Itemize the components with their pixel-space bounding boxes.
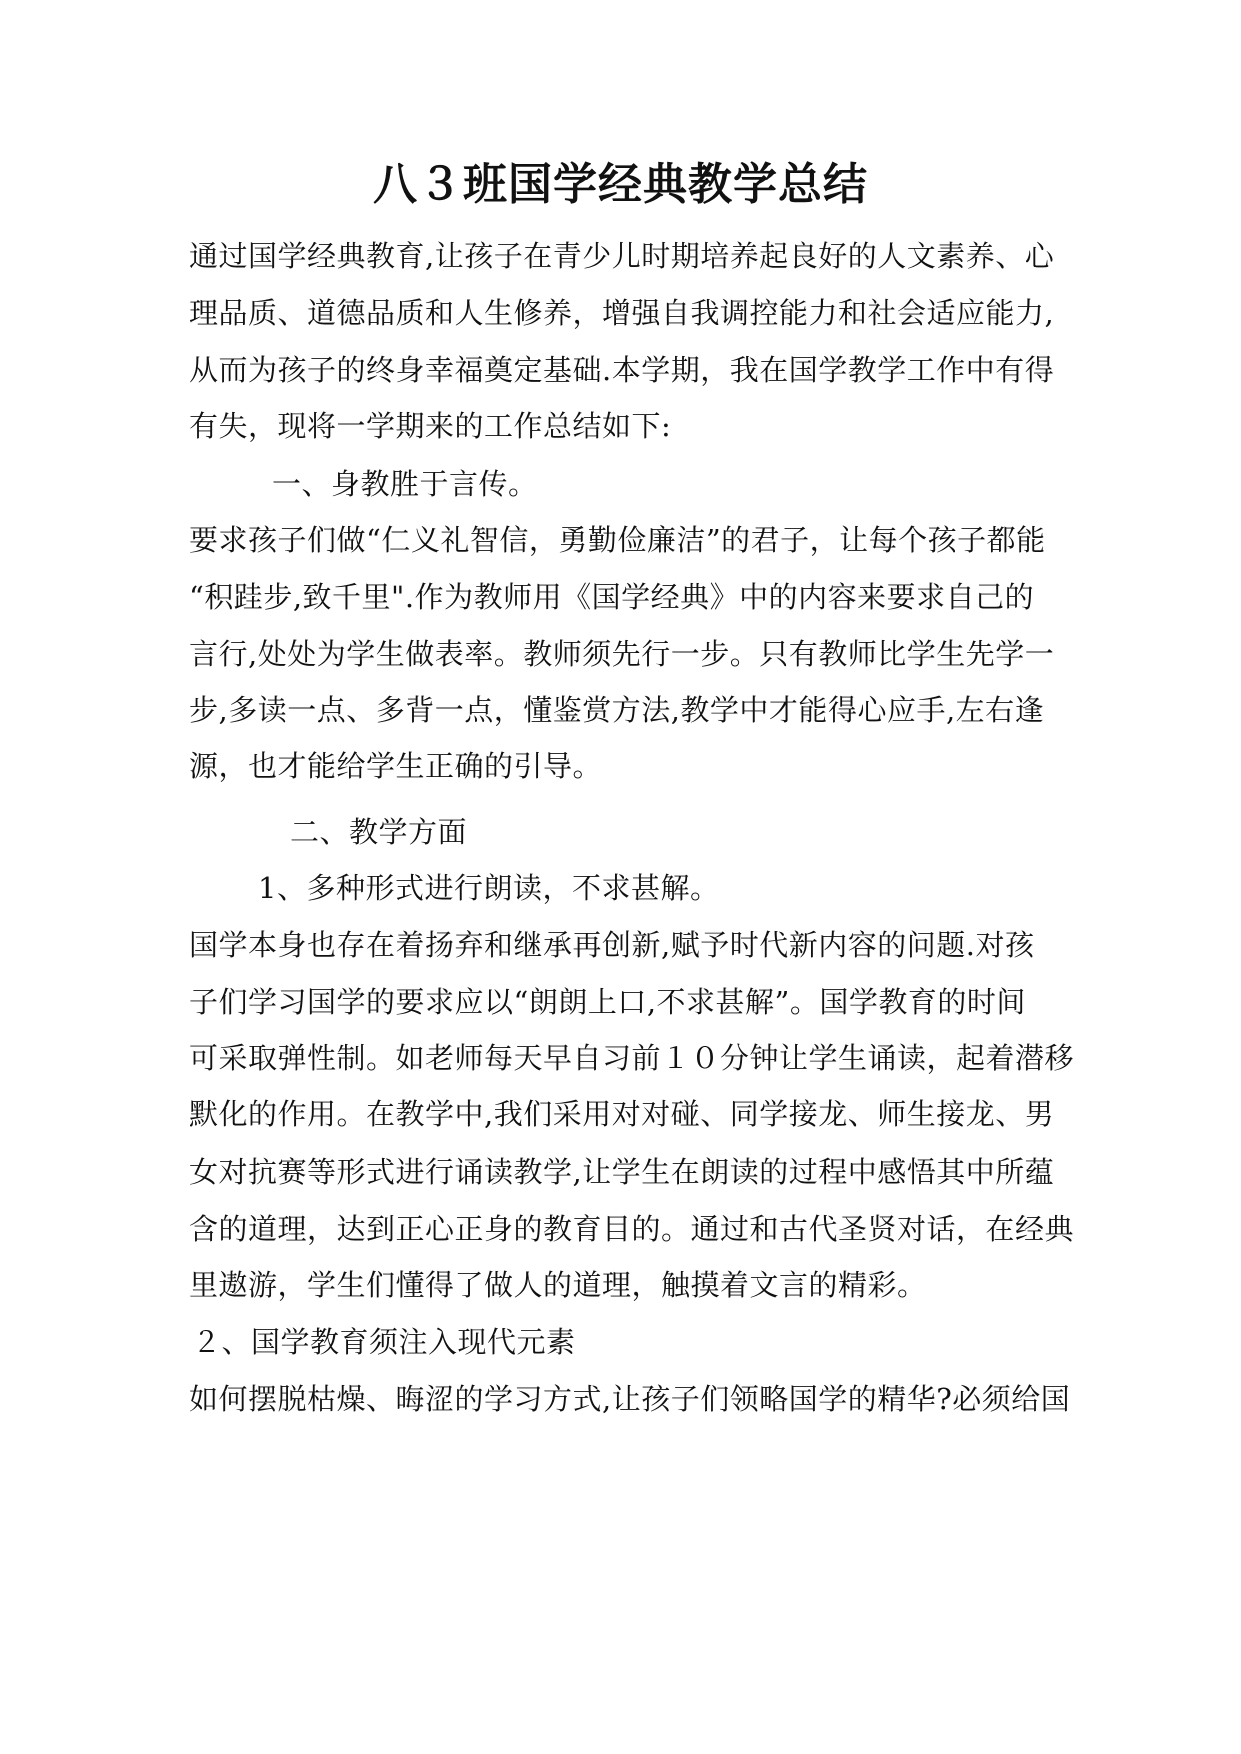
paragraph-line: 女对抗赛等形式进行诵读教学,让学生在朗读的过程中感悟其中所蕴 xyxy=(189,1155,1055,1189)
paragraph-line: “积跬步,致千里".作为教师用《国学经典》中的内容来要求自己的 xyxy=(189,580,1035,614)
paragraph-line: 子们学习国学的要求应以“朗朗上口,不求甚解”。国学教育的时间 xyxy=(189,985,1026,1019)
paragraph-line: 里遨游，学生们懂得了做人的道理，触摸着文言的精彩。 xyxy=(189,1268,927,1302)
section-heading: 一、身教胜于言传。 xyxy=(272,467,538,501)
paragraph-line: 从而为孩子的终身幸福奠定基础.本学期，我在国学教学工作中有得 xyxy=(189,353,1055,387)
paragraph-line: 国学本身也存在着扬弃和继承再创新,赋予时代新内容的问题.对孩 xyxy=(189,928,1035,962)
subsection-heading: 1、多种形式进行朗读，不求甚解。 xyxy=(258,871,720,905)
paragraph-line: 可采取弹性制。如老师每天早自习前１０分钟让学生诵读，起着潜移 xyxy=(189,1041,1075,1075)
section-heading: 二、教学方面 xyxy=(290,815,468,849)
subsection-heading: ２、国学教育须注入现代元素 xyxy=(192,1325,576,1359)
paragraph-line: 默化的作用。在教学中,我们采用对对碰、同学接龙、师生接龙、男 xyxy=(189,1097,1055,1131)
paragraph-line: 有失，现将一学期来的工作总结如下: xyxy=(189,409,672,443)
paragraph-line: 如何摆脱枯燥、晦涩的学习方式,让孩子们领略国学的精华?必须给国 xyxy=(189,1382,1071,1416)
paragraph-line: 理品质、道德品质和人生修养，增强自我调控能力和社会适应能力, xyxy=(189,296,1055,330)
paragraph-line: 言行,处处为学生做表率。教师须先行一步。只有教师比学生先学一 xyxy=(189,637,1055,671)
paragraph-line: 要求孩子们做“仁义礼智信，勇勤俭廉洁”的君子，让每个孩子都能 xyxy=(189,523,1046,557)
paragraph-line: 步,多读一点、多背一点，懂鉴赏方法,教学中才能得心应手,左右逢 xyxy=(189,693,1045,727)
document-title: 八３班国学经典教学总结 xyxy=(373,159,868,210)
paragraph-line: 源，也才能给学生正确的引导。 xyxy=(189,749,603,783)
paragraph-line: 通过国学经典教育,让孩子在青少儿时期培养起良好的人文素养、心 xyxy=(189,239,1055,273)
paragraph-line: 含的道理，达到正心正身的教育目的。通过和古代圣贤对话，在经典 xyxy=(189,1212,1075,1246)
